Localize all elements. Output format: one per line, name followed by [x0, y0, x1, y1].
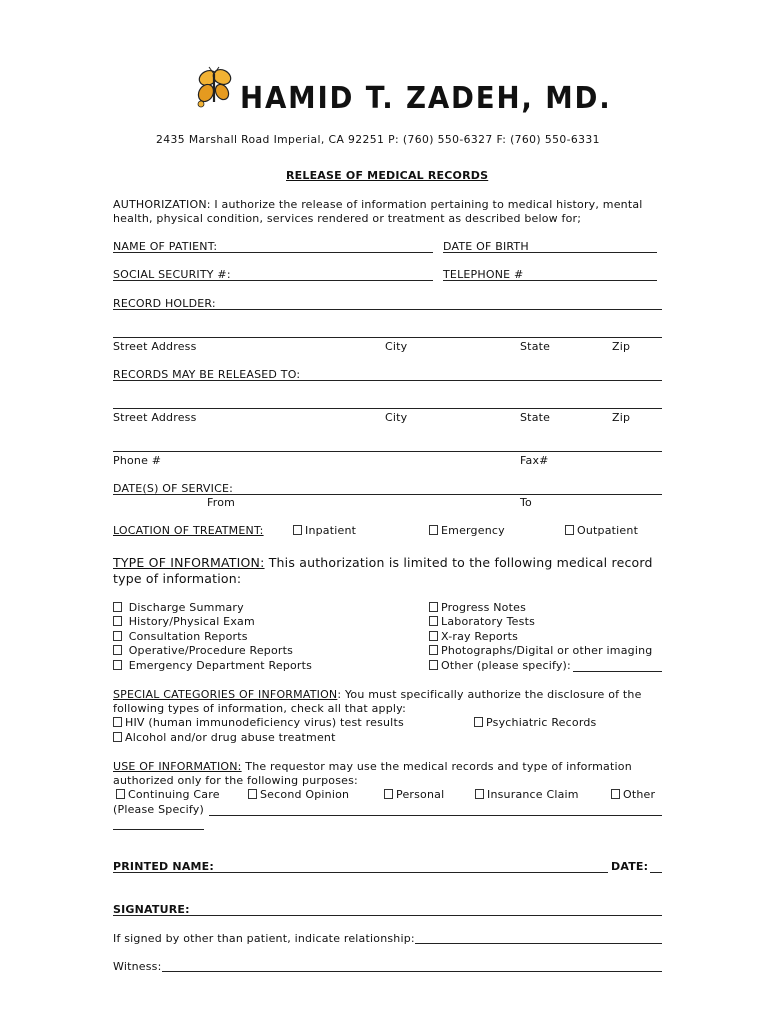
type-other[interactable]: Other (please specify): — [429, 659, 571, 673]
relationship-label: If signed by other than patient, indicate relationship: — [113, 932, 415, 945]
fax-label: Fax# — [520, 454, 549, 467]
checkbox-icon[interactable] — [384, 789, 393, 799]
emergency-label: Emergency — [441, 524, 505, 537]
authorization-text: AUTHORIZATION: I authorize the release of information pertaining to medical history, mental — [113, 198, 643, 211]
checkbox-icon[interactable] — [429, 616, 438, 626]
checkbox-icon[interactable] — [248, 789, 257, 799]
use-continuing-care[interactable]: Continuing Care — [116, 788, 220, 802]
use-insurance-claim[interactable]: Insurance Claim — [475, 788, 579, 802]
special-heading: SPECIAL CATEGORIES OF INFORMATION — [113, 688, 338, 701]
inpatient-label: Inpatient — [305, 524, 357, 537]
use-second-opinion[interactable]: Second Opinion — [248, 788, 349, 802]
checkbox-icon[interactable] — [113, 616, 122, 626]
checkbox-icon[interactable] — [293, 525, 302, 535]
dates-of-service-label: DATE(S) OF SERVICE: — [113, 482, 234, 495]
please-specify-label: (Please Specify) — [113, 803, 205, 816]
type-history-physical[interactable]: History/Physical Exam — [113, 615, 255, 629]
zip-label-2: Zip — [612, 411, 631, 424]
checkbox-icon[interactable] — [611, 789, 620, 799]
form-title: RELEASE OF MEDICAL RECORDS — [286, 169, 489, 182]
type-photographs-imaging[interactable]: Photographs/Digital or other imaging — [429, 644, 652, 658]
checkbox-icon[interactable] — [565, 525, 574, 535]
released-to-label: RECORDS MAY BE RELEASED TO: — [113, 368, 301, 381]
street-address-label-2: Street Address — [113, 411, 197, 424]
checkbox-icon[interactable] — [429, 602, 438, 612]
record-holder-label: RECORD HOLDER: — [113, 297, 216, 310]
city-label: City — [385, 340, 408, 353]
city-label-2: City — [385, 411, 408, 424]
checkbox-icon[interactable] — [113, 660, 122, 670]
witness-field[interactable] — [162, 971, 662, 972]
checkbox-icon[interactable] — [113, 631, 122, 641]
checkbox-icon[interactable] — [113, 717, 122, 727]
use-personal[interactable]: Personal — [384, 788, 444, 802]
use-of-information-text — [113, 760, 632, 774]
emergency-option[interactable] — [429, 524, 505, 538]
special-text: : You must specifically authorize the disclosure of the — [337, 688, 642, 701]
witness-label: Witness: — [113, 960, 162, 973]
relationship-field[interactable] — [415, 943, 662, 944]
date-of-birth-field[interactable] — [443, 252, 657, 253]
printed-name-label: PRINTED NAME: — [113, 860, 214, 873]
use-other[interactable]: Other — [611, 788, 655, 802]
special-text-2: following types of information, check all that apply: — [113, 702, 406, 715]
outpatient-label: Outpatient — [577, 524, 639, 537]
name-of-patient-field[interactable] — [113, 252, 433, 253]
type-of-information-text — [113, 555, 653, 571]
checkbox-icon[interactable] — [475, 789, 484, 799]
outpatient-option[interactable] — [565, 524, 638, 538]
please-specify-field-2[interactable] — [113, 829, 204, 830]
please-specify-field[interactable] — [209, 815, 662, 816]
type-laboratory-tests[interactable]: Laboratory Tests — [429, 615, 535, 629]
clinic-address: 2435 Marshall Road Imperial, CA 92251 P: (760) 550-6327 F: (760) 550-6331 — [156, 133, 600, 146]
checkbox-icon[interactable] — [116, 789, 125, 799]
telephone-label: TELEPHONE # — [443, 268, 524, 281]
date-field[interactable] — [650, 872, 662, 873]
type-text-2: type of information: — [113, 571, 242, 586]
butterfly-logo-icon — [192, 66, 238, 110]
ssn-label: SOCIAL SECURITY #: — [113, 268, 231, 281]
released-to-address-field[interactable] — [113, 408, 662, 409]
type-discharge-summary[interactable]: Discharge Summary — [113, 601, 244, 615]
checkbox-icon[interactable] — [429, 631, 438, 641]
type-other-specify-field[interactable] — [573, 671, 662, 672]
record-holder-field[interactable] — [113, 309, 662, 310]
type-heading: TYPE OF INFORMATION: — [113, 555, 265, 570]
type-emergency-department[interactable]: Emergency Department Reports — [113, 659, 312, 673]
date-of-birth-label: DATE OF BIRTH — [443, 240, 529, 253]
type-progress-notes[interactable]: Progress Notes — [429, 601, 526, 615]
signature-label: SIGNATURE: — [113, 903, 190, 916]
zip-label: Zip — [612, 340, 631, 353]
record-holder-address-field[interactable] — [113, 337, 662, 338]
dates-of-service-field[interactable] — [113, 494, 662, 495]
to-label: To — [520, 496, 532, 509]
checkbox-icon[interactable] — [429, 525, 438, 535]
phone-fax-field[interactable] — [113, 451, 662, 452]
checkbox-icon[interactable] — [113, 645, 122, 655]
date-label: DATE: — [611, 860, 649, 873]
type-text: This authorization is limited to the following medical record — [264, 555, 653, 570]
use-text-2: authorized only for the following purposes: — [113, 774, 358, 787]
special-alcohol[interactable]: Alcohol and/or drug abuse treatment — [113, 731, 336, 745]
street-address-label: Street Address — [113, 340, 197, 353]
state-label-2: State — [520, 411, 551, 424]
phone-label: Phone # — [113, 454, 162, 467]
doctor-name: HAMID T. ZADEH, MD. — [240, 81, 612, 116]
state-label: State — [520, 340, 551, 353]
special-categories-text — [113, 688, 642, 702]
ssn-field[interactable] — [113, 280, 433, 281]
telephone-field[interactable] — [443, 280, 657, 281]
type-operative-procedure[interactable]: Operative/Procedure Reports — [113, 644, 293, 658]
from-label: From — [207, 496, 236, 509]
use-text: The requestor may use the medical records and type of information — [241, 760, 632, 773]
inpatient-option[interactable] — [293, 524, 356, 538]
signature-field[interactable] — [113, 915, 662, 916]
released-to-field[interactable] — [113, 380, 662, 381]
checkbox-icon[interactable] — [113, 602, 122, 612]
checkbox-icon[interactable] — [113, 732, 122, 742]
special-psychiatric[interactable]: Psychiatric Records — [474, 716, 596, 730]
checkbox-icon[interactable] — [474, 717, 483, 727]
authorization-text-2: health, physical condition, services rendered or treatment as described below for; — [113, 212, 582, 225]
type-xray-reports[interactable]: X-ray Reports — [429, 630, 518, 644]
use-heading: USE OF INFORMATION: — [113, 760, 242, 773]
location-of-treatment-label: LOCATION OF TREATMENT: — [113, 524, 264, 537]
checkbox-icon[interactable] — [429, 660, 438, 670]
name-of-patient-label: NAME OF PATIENT: — [113, 240, 218, 253]
special-hiv[interactable]: HIV (human immunodeficiency virus) test results — [113, 716, 404, 730]
type-consultation-reports[interactable]: Consultation Reports — [113, 630, 248, 644]
checkbox-icon[interactable] — [429, 645, 438, 655]
printed-name-field[interactable] — [113, 872, 608, 873]
